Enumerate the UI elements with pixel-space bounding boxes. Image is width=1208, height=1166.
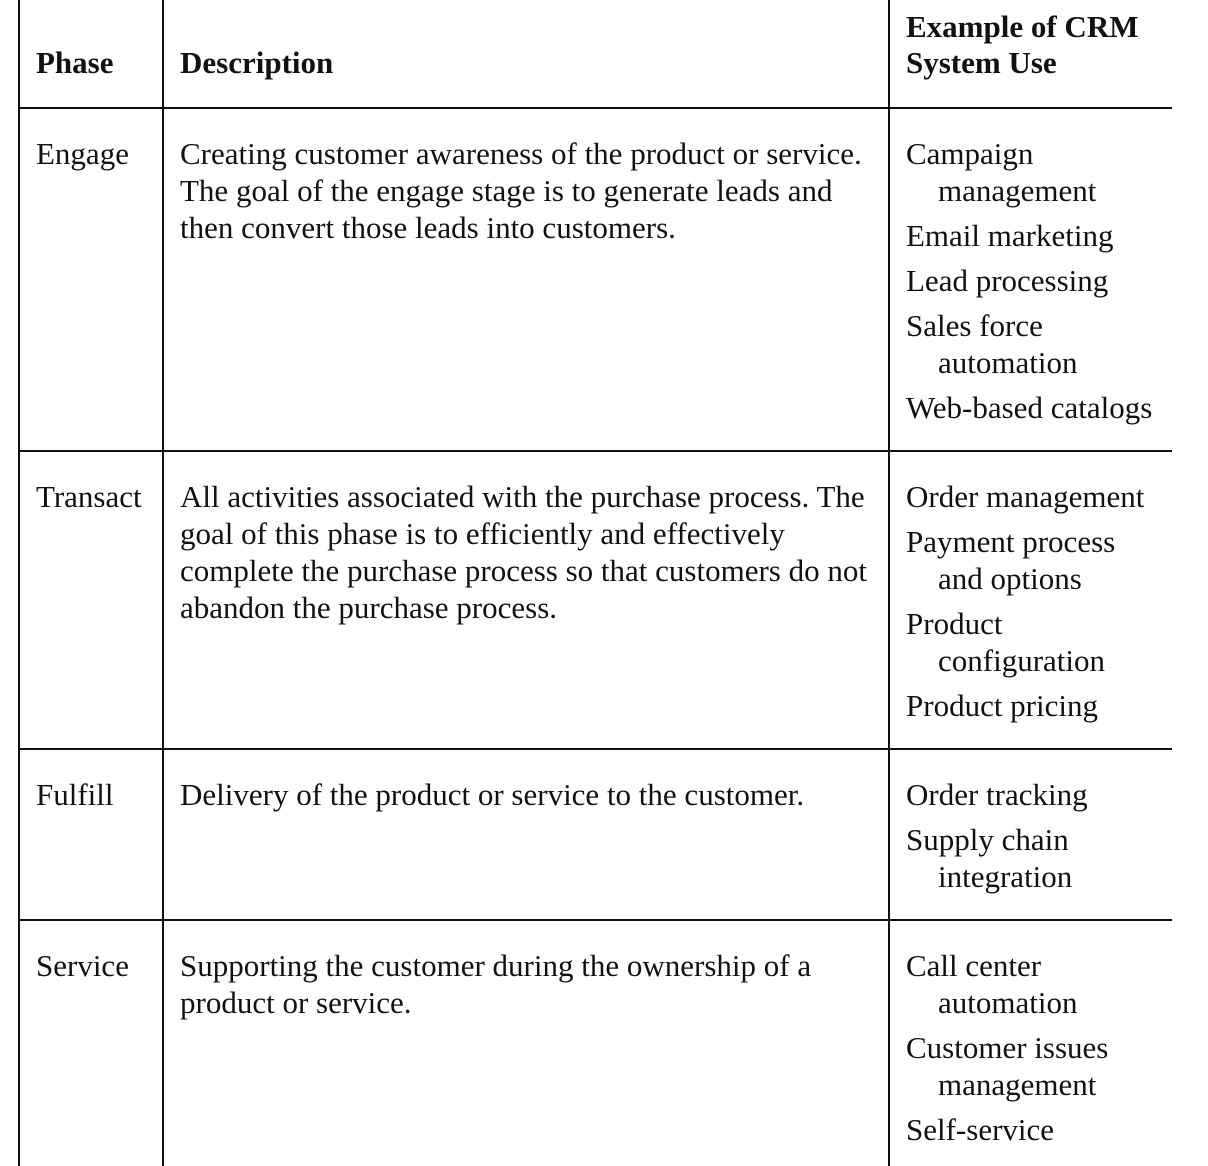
example-item: Order tracking bbox=[906, 777, 1088, 812]
example-item: Call center automation bbox=[906, 948, 1078, 1020]
table-row-fulfill bbox=[19, 749, 1172, 920]
example-item: Supply chain integration bbox=[906, 822, 1073, 894]
header-phase: Phase bbox=[19, 0, 163, 108]
example-item: Product configuration bbox=[906, 606, 1106, 678]
example-item: Campaign management bbox=[906, 136, 1097, 208]
cell-description: Delivery of the product or service to the customer. bbox=[163, 749, 889, 920]
example-item: Web-based catalogs bbox=[906, 390, 1153, 425]
examples-list bbox=[906, 135, 1156, 426]
table-row-transact bbox=[19, 451, 1172, 749]
header-example: Example of CRM System Use bbox=[889, 0, 1172, 108]
example-item: Customer issues management bbox=[906, 1030, 1109, 1102]
cell-description: All activities associated with the purchase process. The goal of this phase is to efficiently and effectively complete the purchase process so that customers do not abandon the purchase process. bbox=[163, 451, 889, 749]
crm-phases-table bbox=[18, 0, 1172, 1166]
table-row-service bbox=[19, 920, 1172, 1166]
cell-phase: Transact bbox=[19, 451, 163, 749]
header-description: Description bbox=[163, 0, 889, 108]
cell-examples bbox=[889, 108, 1172, 451]
cell-phase: Service bbox=[19, 920, 163, 1166]
examples-list bbox=[906, 947, 1156, 1148]
example-item: Email marketing bbox=[906, 218, 1114, 253]
table-row-engage bbox=[19, 108, 1172, 451]
cell-examples bbox=[889, 749, 1172, 920]
document-page bbox=[18, 0, 1172, 1166]
cell-examples bbox=[889, 451, 1172, 749]
examples-list bbox=[906, 776, 1156, 895]
examples-list bbox=[906, 478, 1156, 724]
cell-phase: Engage bbox=[19, 108, 163, 451]
cell-description: Supporting the customer during the ownership of a product or service. bbox=[163, 920, 889, 1166]
example-item: Order management bbox=[906, 479, 1145, 514]
table-header-row bbox=[19, 0, 1172, 108]
example-item: Self-service bbox=[906, 1112, 1055, 1147]
example-item: Product pricing bbox=[906, 688, 1098, 723]
cell-description: Creating customer awareness of the product or service. The goal of the engage stage is to generate leads and then convert those leads into customers. bbox=[163, 108, 889, 451]
example-item: Lead processing bbox=[906, 263, 1109, 298]
example-item: Sales force automation bbox=[906, 308, 1078, 380]
example-item: Payment process and options bbox=[906, 524, 1116, 596]
cell-phase: Fulfill bbox=[19, 749, 163, 920]
cell-examples bbox=[889, 920, 1172, 1166]
